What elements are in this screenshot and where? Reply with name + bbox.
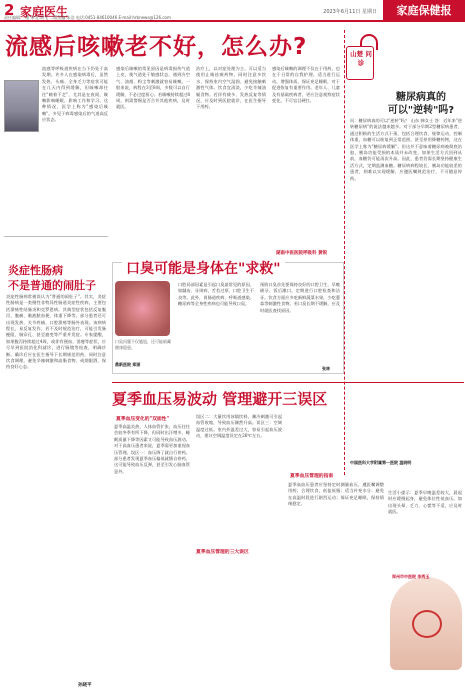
page-header xyxy=(0,0,465,22)
mouth-photo xyxy=(115,281,170,336)
mouth-photo-caption: 口臭问题不仅尴尬，还可能暗藏健康隐患。 xyxy=(115,339,171,350)
mouth-article-col1: 口腔局部因素是引起口臭最常见的原因，如龋齿、牙周病、舌苔过厚、口腔卫生不良等。此外，胃肠道疾病、呼吸道感染、糖尿病等全身性疾病也可能导致口臭。 xyxy=(178,282,254,307)
ibd-title-line2: 不是普通的闹肚子 xyxy=(8,279,96,292)
bp-subhead-1: 夏季血压变化的"双面性" xyxy=(116,417,169,422)
sidebar-author: 中国医科大学附属第一医院 温晓明 xyxy=(350,460,412,465)
bp-author: 郑州市中医院 李秀玉 xyxy=(392,574,430,579)
ibd-author: 孙晓平 xyxy=(78,683,92,688)
sidebar-title-line1: 糖尿病真的 xyxy=(396,92,446,103)
main-headline: 流感后咳嗽老不好，怎么办? xyxy=(5,34,308,60)
article-photo xyxy=(4,80,39,132)
issue-date: 2023年6月11日 星期日 xyxy=(323,9,377,15)
main-article-author: 湖南中医医院呼吸科 黄锐 xyxy=(276,251,328,256)
section-name: 家庭医生 xyxy=(20,5,69,19)
blood-pressure-title: 夏季血压易波动 管理避开三误区 xyxy=(112,390,328,408)
section-divider xyxy=(112,382,464,383)
main-article-col2: 感染后咳嗽的常见原因是病毒损伤气道上皮，使气道处于敏感状态，遇到冷空气、油烟、粉尘等刺激就容易咳嗽。一般来说，病程在3至8周，多数可以自行缓解，不必过度担心。若咳嗽持续超过8周，则需警惕是否合并其他疾病，及时就医。 xyxy=(116,66,190,110)
bp-subhead-3: 夏季血压管理的指南 xyxy=(290,474,334,479)
sidebar-qa-body: 问：糖尿病真的可以"逆转"吗？ 山东 韩女士 答：近年来"逆转糖尿病"的说法越来越多。对于部分早期2型糖尿病患者，通过积极的生活方式干预，包括合理饮食、规律运动、控制体重，血糖可以恢复到正常范围，甚至停用降糖药物，这在医学上称为"糖尿病缓解"。但这并不意味着糖尿病被彻底治愈，胰岛功能受损的本质并未改变，如果生活方式回到从前，血糖仍可能再次升高。因此，患者仍需长期坚持健康生活方式，定期监测血糖。糖尿病病程较长、胰岛功能较差的患者，则难以实现缓解，应遵医嘱规范治疗，不可随意停药。 xyxy=(350,118,462,181)
qa-badge-label: 山楚 问诊 xyxy=(350,50,372,67)
mouth-author-1: 鼎新医院 郑丽 xyxy=(115,362,141,367)
ibd-article-body: 炎症性肠病常被误认为"普通的闹肚子"。其实，炎症性肠病是一类慢性非特异性肠道炎症性疾病，主要包括溃疡性结肠炎和克罗恩病。其典型症状包括反复腹泻、腹痛、黏液脓血便、体重下降等，部分患者还可出现发热、关节疼痛、口腔溃疡等肠外表现。该病病程长，易反复发作，若不及时规范治疗，可能引发肠梗阻、肠穿孔、甚至癌变等严重并发症。专家提醒，如果腹泻持续超过4周，或伴有便血、消瘦等症状，应尽早到医院消化科就诊，进行肠镜等检查，明确诊断。确诊后应在医生指导下长期规范用药，同时注意饮食调理，避免辛辣刺激和高脂食物，戒烟限酒，保持良好心态。 xyxy=(6,294,106,370)
header-meta: 责任编辑:一墨 审发:胡飞 二版美编:朱浩 电话:0451-84610046 E-mail:hrbnews@126.com xyxy=(4,15,171,20)
main-article-col1: 流感等呼吸道疾病在当下仍处于高发期。许多人在感染病毒后，虽然发热、头痛、全身乏力等症状可能在几天内得到缓解，但咳嗽却往往"赖着不走"，尤其是在夜间，咳嗽影响睡眠，影响工作和学习。这种情况，医学上称为"感染后咳嗽"，多见于病毒感染后的气道高反应状态。 xyxy=(42,66,108,123)
ibd-title-line1: 炎症性肠病 xyxy=(8,264,63,277)
main-article-col3: 治疗上，以对症处理为主。可以适当使用止咳祛痰药物，同时注意多饮水、保持室内空气湿润、避免接触刺激性气体。饮食宜清淡，少吃辛辣油腻食物。若伴有痰多、发热反复等情况，应及时到医院就诊，在医生指导下用药。 xyxy=(196,66,266,110)
main-article-col4: 感染后咳嗽的调理不仅在于用药，也在于日常的自我护理。适当进行运动，增强体质，保证充足睡眠，对于促进恢复有重要作用。老年人、儿童及有基础疾病者，更应注意观察症状变化，不可盲目硬扛。 xyxy=(272,66,340,104)
pain-circle-icon xyxy=(412,610,442,638)
divider xyxy=(4,236,108,237)
mouth-author-2: 张林 xyxy=(322,366,330,371)
sidebar-title-line2: 可以"逆转"吗? xyxy=(387,105,455,116)
mouth-article-col2: 预防口臭首先要保持良好的口腔卫生，早晚刷牙、饭后漱口，定期进行口腔检查和洁牙。饮食方面应多吃新鲜蔬菜水果，少吃葱蒜等刺激性食物。若口臭长期不缓解，应及时就医查找原因。 xyxy=(260,282,340,313)
page-number: 2 xyxy=(4,1,15,19)
bp-subhead-2: 夏季血压管理的三大误区 xyxy=(196,550,249,555)
bp-article-col2: 误区二：大量饮用冰镇饮料。骤冷刺激可引起血管收缩，导致血压骤然升高。误区三：空调温度过低。室内外温差过大，容易引起血压波动，建议空调温度设定在26℃左右。 xyxy=(196,414,282,439)
bp-article-col3: 夏季高血压患者应坚持定时测量血压，遵医嘱调整用药；合理饮食，低盐低脂；适当补充水分；避免在高温时段进行剧烈运动；保证充足睡眠，保持情绪稳定。 xyxy=(288,482,384,507)
newspaper-column-name: 家庭保健报 xyxy=(383,0,465,22)
bp-article-col1: 夏季高温炎热，人体血管扩张，血压往往会较冬季有所下降，但同时出汗增多、睡眠质量下降等因素又可能导致血压波动。对于高血压患者来说，夏季需更加重视血压管理。误区一：血压降了就自行停药。部分患者发现夏季血压偏低就擅自停药，这可能导致血压反弹，甚至引发心脑血管意外。 xyxy=(114,424,190,474)
bp-article-col4: 生活小提示：夏季早晚温差较大，晨起时应缓慢起身，避免体位性低血压。如出现头晕、乏力、心慌等不适，应及时就医。 xyxy=(388,490,462,515)
mouth-odor-title: 口臭可能是身体在"求救" xyxy=(122,258,285,278)
